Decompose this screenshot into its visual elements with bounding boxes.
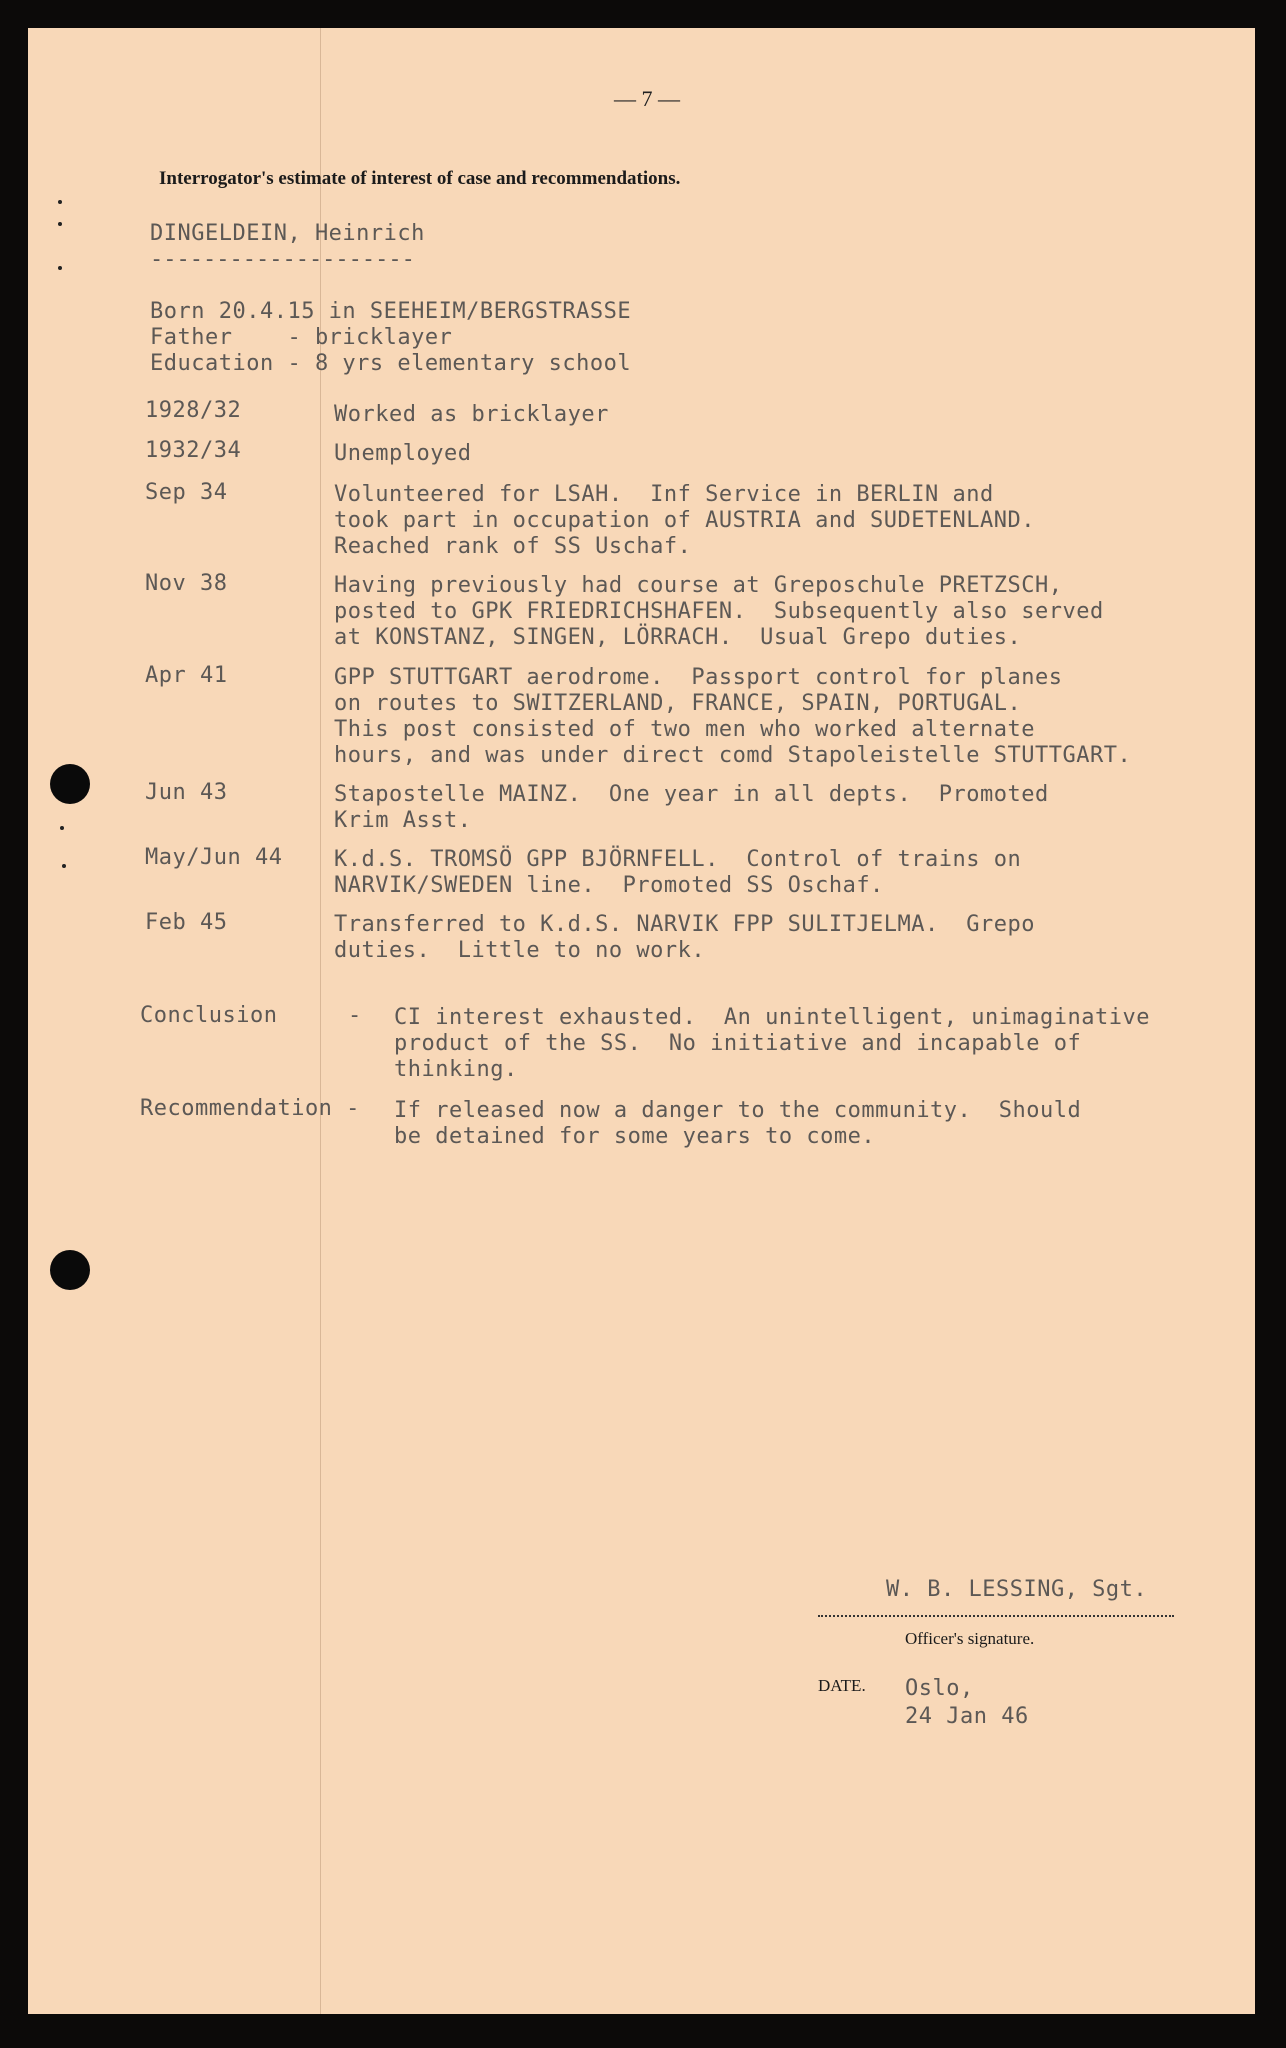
margin-mark	[62, 864, 66, 868]
margin-mark	[58, 222, 62, 226]
punch-hole-lower	[50, 1250, 90, 1290]
recommendation-label: Recommendation -	[140, 1096, 360, 1121]
career-date: Nov 38	[145, 571, 228, 596]
date-label: DATE.	[818, 1676, 866, 1695]
subject-name: DINGELDEIN, Heinrich	[150, 221, 425, 246]
margin-mark	[58, 266, 62, 270]
date-value: 24 Jan 46	[905, 1704, 1029, 1729]
career-line: Krim Asst.	[334, 808, 472, 833]
career-date: Jun 43	[145, 780, 228, 805]
career-line: Transferred to K.d.S. NARVIK FPP SULITJELMA. Grepo	[334, 912, 1036, 937]
career-line: GPP STUTTGART aerodrome. Passport control for planes	[334, 665, 1063, 690]
conclusion-line: CI interest exhausted. An unintelligent, unimaginative	[394, 1005, 1150, 1030]
signature-caption: Officer's signature.	[905, 1629, 1035, 1648]
career-line: hours, and was under direct comd Stapoleistelle STUTTGART.	[334, 743, 1132, 768]
career-date: Sep 34	[145, 480, 228, 505]
father-line: Father - bricklayer	[150, 325, 453, 350]
career-date: Feb 45	[145, 910, 228, 935]
career-line: Unemployed	[334, 441, 472, 466]
conclusion-line: product of the SS. No initiative and incapable of	[394, 1031, 1082, 1056]
education-line: Education - 8 yrs elementary school	[150, 351, 632, 376]
career-line: Stapostelle MAINZ. One year in all depts. Promoted	[334, 782, 1049, 807]
career-line: took part in occupation of AUSTRIA and SUDETENLAND.	[334, 508, 1036, 533]
document-page	[28, 28, 1255, 2014]
margin-mark	[58, 200, 62, 204]
signature-name: W. B. LESSING, Sgt.	[886, 1577, 1148, 1602]
career-date: 1928/32	[145, 398, 242, 423]
career-line: K.d.S. TROMSÖ GPP BJÖRNFELL. Control of trains on	[334, 847, 1022, 872]
career-line: at KONSTANZ, SINGEN, LÖRRACH. Usual Grepo duties.	[334, 625, 1022, 650]
career-date: May/Jun 44	[145, 845, 283, 870]
career-line: on routes to SWITZERLAND, FRANCE, SPAIN, PORTUGAL.	[334, 691, 1022, 716]
date-place: Oslo,	[905, 1676, 974, 1701]
career-date: Apr 41	[145, 663, 228, 688]
career-line: Having previously had course at Greposchule PRETZSCH,	[334, 573, 1063, 598]
career-line: posted to GPK FRIEDRICHSHAFEN. Subsequently also served	[334, 599, 1104, 624]
recommendation-line: be detained for some years to come.	[394, 1124, 876, 1149]
margin-mark	[60, 826, 64, 830]
recommendation-line: If released now a danger to the community. Should	[394, 1098, 1082, 1123]
career-line: Worked as bricklayer	[334, 402, 609, 427]
career-date: 1932/34	[145, 438, 242, 463]
subject-name-underline: --------------------	[150, 247, 415, 272]
career-line: Volunteered for LSAH. Inf Service in BERLIN and	[334, 482, 994, 507]
career-line: duties. Little to no work.	[334, 938, 706, 963]
page-number: — 7 —	[614, 86, 680, 111]
birth-line: Born 20.4.15 in SEEHEIM/BERGSTRASSE	[150, 299, 632, 324]
career-line: NARVIK/SWEDEN line. Promoted SS Oschaf.	[334, 873, 884, 898]
signature-line	[818, 1615, 1174, 1617]
conclusion-dash: -	[348, 1003, 362, 1028]
conclusion-label: Conclusion	[140, 1003, 278, 1028]
form-heading: Interrogator's estimate of interest of case and recommendations.	[159, 168, 681, 189]
punch-hole-upper	[50, 764, 90, 804]
career-line: Reached rank of SS Uschaf.	[334, 534, 692, 559]
conclusion-line: thinking.	[394, 1057, 518, 1082]
career-line: This post consisted of two men who worked alternate	[334, 717, 1036, 742]
